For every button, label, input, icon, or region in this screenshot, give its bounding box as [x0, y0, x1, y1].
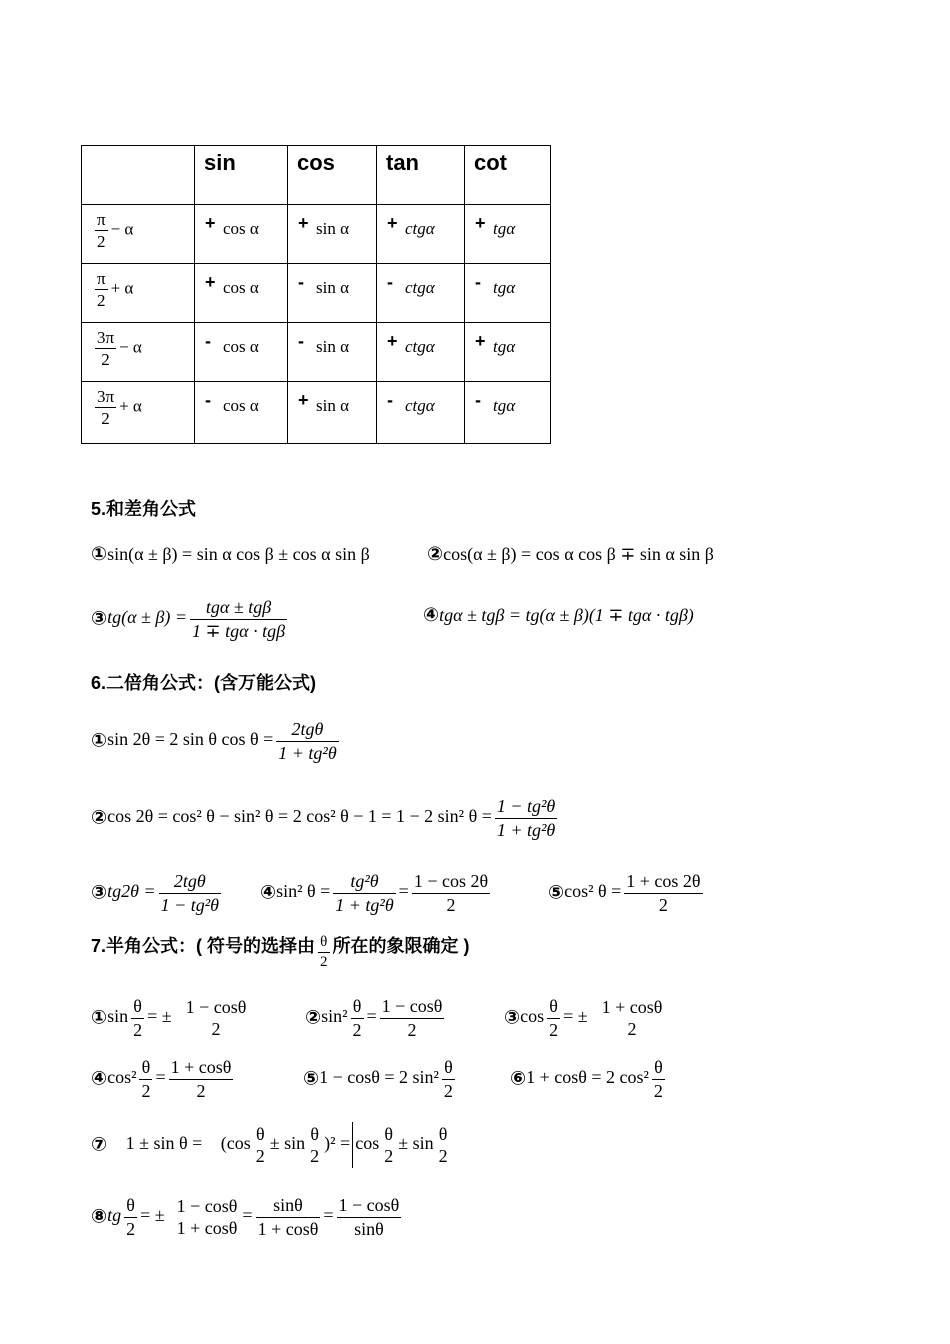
- formula-7-8: ⑧tg $\frac{\theta}{2}$ = ± 1 − cosθ 1 + cosθ = $\frac{\sin\theta}{1 + \cos\theta}$ = $\frac{1 - \cos\theta}{\sin\theta}$: [91, 1195, 400, 1239]
- formula-7-2: ②sin² $\frac{\theta}{2}$ = $\frac{1 - \cos\theta}{2}$: [305, 996, 443, 1040]
- fraction: $\frac{1 - \cos\theta}{\sin\theta}$: [338, 1195, 400, 1239]
- formula-6-1: ①sin 2θ = 2 sin θ cos θ = 2tgθ 1 + tg²θ: [91, 719, 337, 763]
- angle-cell: $\frac{\pi}{2}$ − α: [82, 205, 195, 264]
- table-header-row: [82, 146, 551, 205]
- table-header-cell: sin: [195, 146, 288, 205]
- formula-6-4: ④sin² θ = $\frac{\text{tg²θ}}{\text{1 + tg²θ}}$ = $\frac{1 - \cos 2\theta}{2}$: [260, 871, 489, 915]
- fraction: $\frac{1 - \cos 2\theta}{2}$: [413, 871, 489, 915]
- circled-number: ②: [91, 806, 108, 829]
- angle-cell: $\frac{3\pi}{2}$ − α: [82, 323, 195, 382]
- value-cell: + ctgα: [377, 323, 465, 382]
- value-cell: + ctgα: [377, 205, 465, 264]
- circled-number: ⑤: [548, 881, 565, 904]
- absolute-value-bar: [352, 1122, 353, 1168]
- fraction: $\frac{\text{1 − tg²θ}}{\text{1 + tg²θ}}$: [496, 796, 556, 840]
- formula-6-2: ②cos 2θ = cos² θ − sin² θ = 2 cos² θ − 1 = 1 − 2 sin² θ = $\frac{\text{1 − tg²θ}}{\text{1 + tg²θ}}$: [91, 796, 556, 840]
- fraction: $\frac{1 + \cos 2\theta}{2}$: [626, 871, 701, 915]
- table-row: [82, 205, 551, 264]
- value-cell: + cos α: [195, 264, 288, 323]
- circled-number: ③: [91, 881, 108, 904]
- value-cell: - cos α: [195, 382, 288, 444]
- circled-number: ①: [91, 543, 108, 565]
- circled-number: ④: [260, 881, 277, 904]
- value-cell: + cos α: [195, 205, 288, 264]
- value-cell: - tgα: [465, 264, 551, 323]
- circled-number: ⑦: [91, 1133, 108, 1156]
- formula-6-5: ⑤cos² θ = $\frac{1 + \cos 2\theta}{2}$: [548, 871, 701, 915]
- formula-5-3: ③tg(α ± β) = tgα ± tgβ 1 ∓ tgα · tgβ: [91, 597, 286, 641]
- fraction: tgα ± tgβ 1 ∓ tgα · tgβ: [192, 597, 286, 641]
- value-cell: + sin α: [288, 205, 377, 264]
- reduction-formula-table: [81, 145, 551, 444]
- angle-cell: $\frac{3\pi}{2}$ + α: [82, 382, 195, 444]
- section-5-heading: 5.和差角公式: [91, 499, 197, 519]
- table-header-cell: [82, 146, 195, 205]
- circled-number: ①: [91, 729, 108, 752]
- table-row: [82, 382, 551, 444]
- section-7-heading: 7.半角公式：( 符号的选择由 $\frac{\theta}{2}$ 所在的象限确定 ): [91, 934, 470, 970]
- formula-7-7: ⑦ 1 ± sin θ = (cos θ 2 ± sin θ 2 )² = cos θ 2 ± sin θ 2: [91, 1123, 448, 1166]
- value-cell: + tgα: [465, 205, 551, 264]
- value-cell: - cos α: [195, 323, 288, 382]
- value-cell: - ctgα: [377, 382, 465, 444]
- table-header-cell: cos: [288, 146, 377, 205]
- circled-number: ③: [504, 1006, 521, 1029]
- fraction: 1 − cosθ 1 + cosθ: [176, 1195, 238, 1238]
- circled-number: ⑤: [303, 1067, 320, 1090]
- value-cell: - ctgα: [377, 264, 465, 323]
- formula-7-6: ⑥1 + cosθ = 2 cos² $\frac{\theta}{2}$: [510, 1057, 663, 1101]
- fraction: 2tgθ 1 − tg²θ: [160, 871, 219, 915]
- fraction: $\frac{1 + \cos\theta}{2}$: [170, 1057, 232, 1101]
- circled-number: ④: [91, 1067, 108, 1090]
- angle-cell: $\frac{\pi}{2}$ + α: [82, 264, 195, 323]
- formula-5-4: ④tgα ± tgβ = tg(α ± β)(1 ∓ tgα · tgβ): [423, 604, 694, 626]
- table-header-cell: tan: [377, 146, 465, 205]
- circled-number: ⑥: [510, 1067, 527, 1090]
- value-cell: + tgα: [465, 323, 551, 382]
- circled-number: ②: [305, 1006, 322, 1029]
- fraction: $\frac{\theta}{2}$: [320, 934, 328, 970]
- value-cell: - sin α: [288, 323, 377, 382]
- value-cell: + sin α: [288, 382, 377, 444]
- formula-7-3: ③cos $\frac{\theta}{2}$ = ± 1 + cosθ 2: [504, 996, 663, 1040]
- value-cell: - tgα: [465, 382, 551, 444]
- fraction: 1 + cosθ 2: [601, 996, 663, 1039]
- circled-number: ④: [423, 604, 440, 626]
- fraction: $\frac{\text{tg²θ}}{\text{1 + tg²θ}}$: [335, 871, 394, 915]
- table-row: [82, 264, 551, 323]
- formula-5-2: ②cos(α ± β) = cos α cos β ∓ sin α sin β: [427, 543, 714, 565]
- fraction: $\frac{\sin\theta}{1 + \cos\theta}$: [257, 1195, 319, 1239]
- formula-7-4: ④cos² $\frac{\theta}{2}$ = $\frac{1 + \cos\theta}{2}$: [91, 1057, 232, 1101]
- section-6-heading: 6.二倍角公式：(含万能公式): [91, 673, 316, 693]
- formula-6-3: ③tg2θ = 2tgθ 1 − tg²θ: [91, 871, 219, 915]
- fraction: 2tgθ 1 + tg²θ: [278, 719, 337, 763]
- formula-7-1: ①sin $\frac{\theta}{2}$ = ± 1 − cosθ 2: [91, 996, 247, 1040]
- table-header-cell: cot: [465, 146, 551, 205]
- formula-5-1: ①sin(α ± β) = sin α cos β ± cos α sin β: [91, 543, 370, 565]
- fraction: $\frac{1 - \cos\theta}{2}$: [381, 996, 443, 1040]
- circled-number: ⑧: [91, 1205, 108, 1228]
- circled-number: ①: [91, 1006, 108, 1029]
- value-cell: - sin α: [288, 264, 377, 323]
- circled-number: ③: [91, 607, 108, 630]
- circled-number: ②: [427, 543, 444, 565]
- formula-7-5: ⑤1 − cosθ = 2 sin² $\frac{\theta}{2}$: [303, 1057, 453, 1101]
- table-row: [82, 323, 551, 382]
- fraction: 1 − cosθ 2: [185, 996, 247, 1039]
